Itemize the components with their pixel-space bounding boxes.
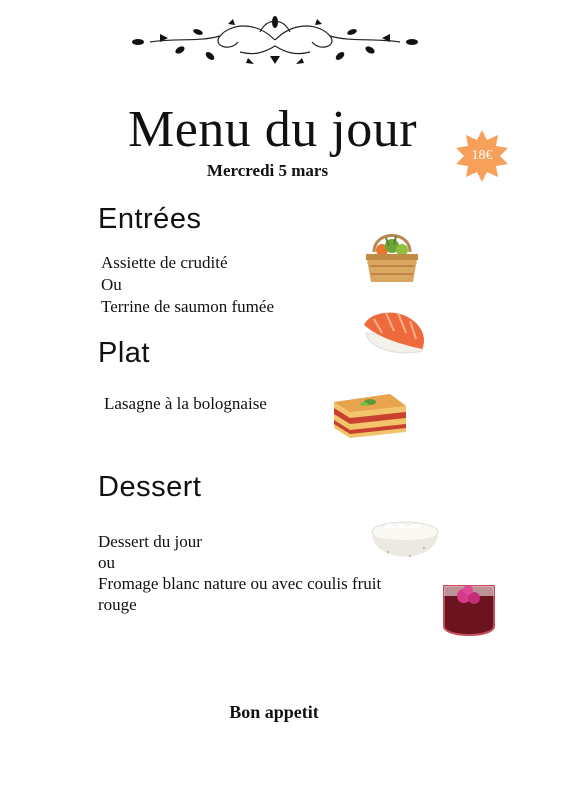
menu-item: Ou bbox=[101, 275, 122, 294]
menu-item: rouge bbox=[98, 595, 137, 614]
price-label: 18€ bbox=[471, 148, 493, 163]
salmon-sushi-icon bbox=[360, 305, 430, 359]
menu-item: ou bbox=[98, 553, 115, 572]
section-heading-dessert: Dessert bbox=[98, 471, 202, 503]
menu-date: Mercredi 5 mars bbox=[206, 161, 329, 180]
fromage-blanc-bowl-icon bbox=[368, 518, 442, 572]
menu-item: Lasagne à la bolognaise bbox=[104, 394, 267, 413]
price-badge bbox=[454, 128, 510, 184]
lasagna-icon bbox=[330, 388, 410, 438]
menu-item: Terrine de saumon fumée bbox=[101, 297, 274, 316]
menu-item: Dessert du jour bbox=[98, 532, 202, 551]
menu-item: Assiette de crudité bbox=[101, 253, 228, 272]
menu-item: Fromage blanc nature ou avec coulis fruit bbox=[98, 574, 382, 593]
section-heading-entrees: Entrées bbox=[98, 203, 202, 235]
menu-title: Menu du jour bbox=[127, 101, 418, 158]
vegetable-basket-icon bbox=[362, 228, 422, 286]
red-fruit-coulis-glass-icon bbox=[440, 580, 498, 646]
floral-ornament-icon bbox=[120, 12, 430, 68]
closing-message: Bon appetit bbox=[229, 702, 319, 722]
section-heading-plat: Plat bbox=[98, 337, 150, 369]
